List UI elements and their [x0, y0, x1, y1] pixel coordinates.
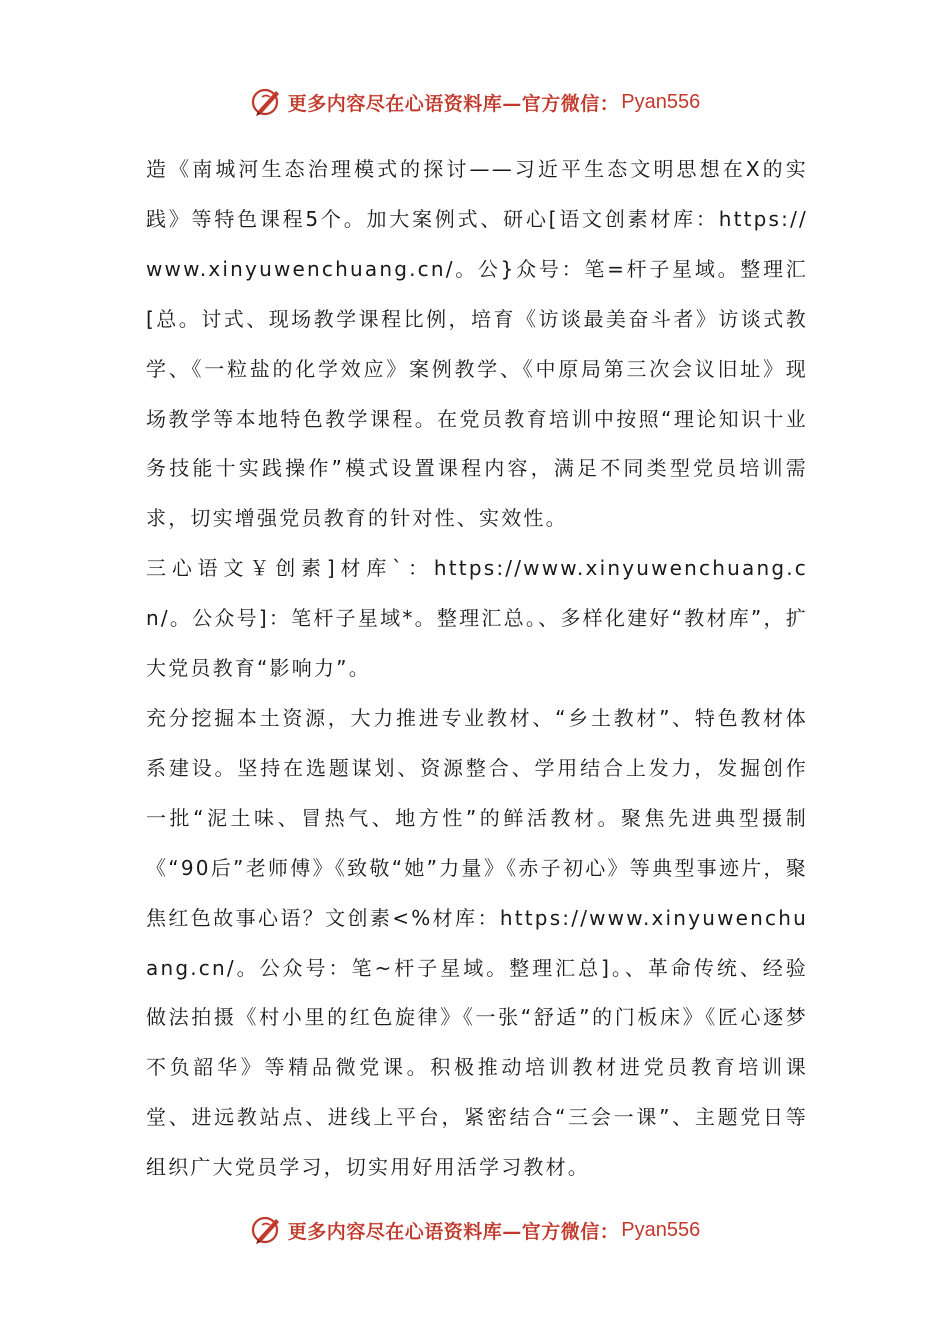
banner-wechat-id: Pyan556 — [621, 90, 701, 113]
paragraph-3: 充分挖掘本土资源，大力推进专业教材、“乡土教材”、特色教材体系建设。坚持在选题谋划、资源整合、学用结合上发力，发掘创作一批“泥土味、冒热气、地方性”的鲜活教材。聚焦先进典型摄制《“90后”老师傅》《致敬“她”力量》《赤子初心》等典型事迹片，聚焦红色故事心语？文创素<%材库：https://www.xinyuwenchuang.cn/。公众号：笔~杆子星域。整理汇总]。、革命传统、经验做法拍摄《村小里的红色旋律》《一张“舒适”的门板床》《匠心逐梦不负韶华》等精品微党课。积极推动培训教材进党员教育培训课堂、进远教站点、进线上平台，紧密结合“三会一课”、主题党日等组织广大党员学习，切实用好用活学习教材。 — [146, 705, 808, 1180]
banner-text: 更多内容尽在心语资料库—官方微信： — [287, 92, 620, 115]
header-banner — [0, 82, 950, 122]
pen-logo-icon — [250, 85, 284, 119]
banner-wechat-id: Pyan556 — [621, 1218, 701, 1241]
banner-text: 更多内容尽在心语资料库—官方微信： — [287, 1220, 620, 1243]
footer-banner — [0, 1210, 950, 1250]
paragraph-2: 三心语文￥创素]材库`：https://www.xinyuwenchuang.cn/。公众号]：笔杆子星域*。整理汇总。、多样化建好“教材库”，扩大党员教育“影响力”。 — [146, 556, 808, 681]
document-body — [146, 145, 808, 1193]
pen-logo-icon — [250, 1213, 284, 1247]
paragraph-1: 造《南城河生态治理模式的探讨——习近平生态文明思想在X的实践》等特色课程5个。加大案例式、研心[语文创素材库：https://www.xinyuwenchuang.cn/。公}众号：笔=杆子星域。整理汇[总。讨式、现场教学课程比例，培育《访谈最美奋斗者》访谈式教学、《一粒盐的化学效应》案例教学、《中原局第三次会议旧址》现场教学等本地特色教学课程。在党员教育培训中按照“理论知识十业务技能十实践操作”模式设置课程内容，满足不同类型党员培训需求，切实增强党员教育的针对性、实效性。 — [146, 157, 808, 531]
